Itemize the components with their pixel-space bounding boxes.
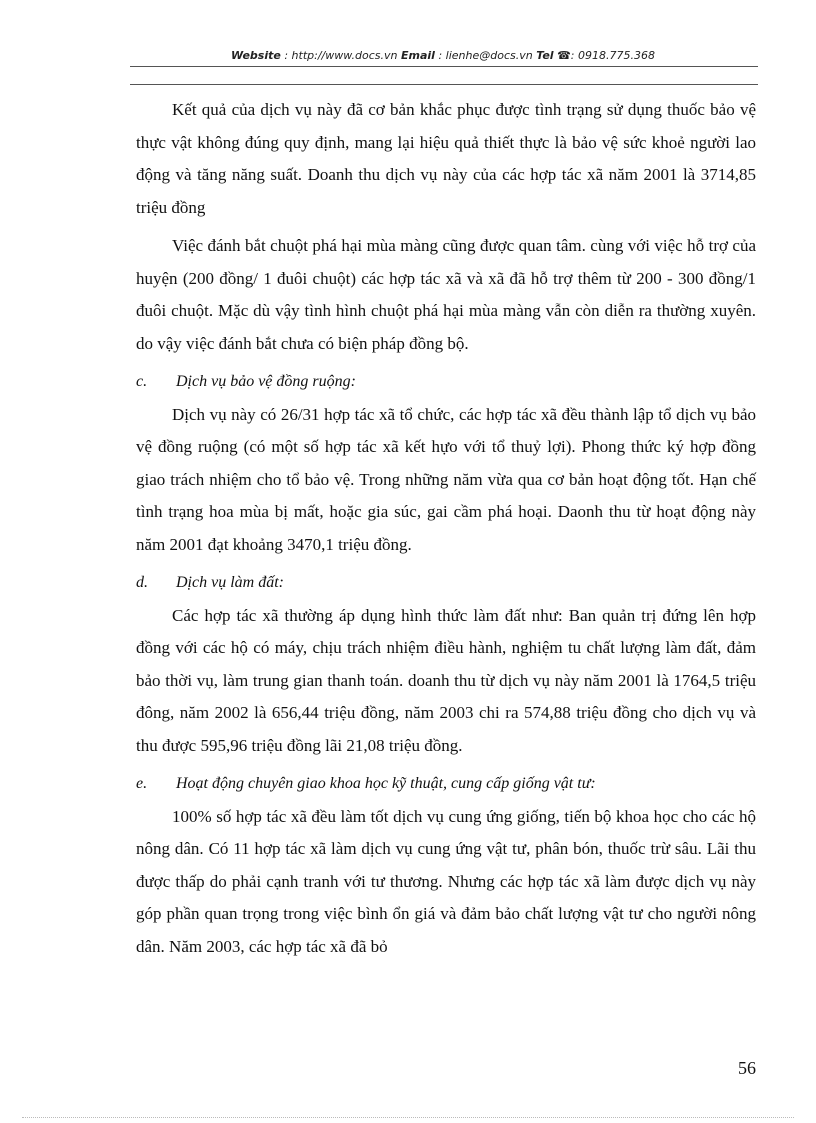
section-heading-e: [136, 768, 756, 801]
paragraph-1: Kết quả của dịch vụ này đã cơ bản khắc phục được tình trạng sử dụng thuốc bảo vệ thực vật không đúng quy định, mang lại hiệu quả thiết thực là bảo vệ sức khoẻ người lao động và tăng năng suất. Doanh thu dịch vụ này của các hợp tác xã năm 2001 là 3714,85 triệu đồng: [136, 100, 756, 217]
section-letter-c: c.: [136, 373, 148, 390]
email-value: : lienhe@docs.vn: [438, 49, 533, 62]
tel-value: : 0918.775.368: [570, 49, 655, 62]
paragraph-5: 100% số hợp tác xã đều làm tốt dịch vụ cung ứng giống, tiến bộ khoa học cho các hộ nông dân. Có 11 hợp tác xã làm dịch vụ cung ứng vật tư, phân bón, thuốc trừ sâu. Lãi thu được thấp do phải cạnh tranh với tư thương. Nhưng các hợp tác xã làm được dịch vụ này góp phần quan trọng trong việc bình ổn giá và đảm bảo chất lượng vật tư cho người nông dân. Năm 2003, các hợp tác xã đã bỏ: [136, 806, 756, 956]
header-rule-bottom: [130, 84, 758, 85]
phone-icon: ☎: [557, 49, 571, 62]
paragraph-2: Việc đánh bắt chuột phá hại mùa màng cũng được quan tâm. cùng với việc hỗ trợ của huyện (200 đồng/ 1 đuôi chuột) các hợp tác xã và xã đã hỗ trợ thêm từ 200 - 300 đồng/1 đuôi chuột. Mặc dù vậy tình hình chuột phá hại mùa màng vẫn còn diễn ra thường xuyên. do vậy việc đánh bắt chưa có biện pháp đồng bộ.: [136, 236, 756, 353]
paragraph-3: Dịch vụ này có 26/31 hợp tác xã tổ chức, các hợp tác xã đều thành lập tổ dịch vụ bảo vệ đồng ruộng (có một số hợp tác xã kết hựo với tổ thuỷ lợi). Phong thức ký hợp đồng giao trách nhiệm cho tổ bảo vệ. Trong những năm vừa qua cơ bản hoạt động tốt. Hạn chế tình trạng hoa mùa bị mất, hoặc gia súc, gai cầm phá hoại. Daonh thu từ hoạt động này năm 2001 đạt khoảng 3470,1 triệu đồng.: [136, 404, 756, 554]
page-header: [130, 49, 756, 62]
section-letter-d: d.: [136, 574, 148, 591]
section-title-e: Hoạt động chuyên giao khoa học kỹ thuật, cung cấp giống vật tư:: [176, 775, 596, 792]
website-value: : http://www.docs.vn: [284, 49, 398, 62]
page-number: 56: [738, 1058, 756, 1078]
document-body: [136, 94, 756, 969]
email-label: Email: [401, 49, 435, 62]
header-rule-top: [130, 66, 758, 67]
section-heading-d: [136, 567, 756, 600]
website-label: Website: [231, 49, 281, 62]
section-letter-e: e.: [136, 775, 148, 792]
paragraph-4: Các hợp tác xã thường áp dụng hình thức làm đất như: Ban quản trị đứng lên hợp đồng với các hộ có máy, chịu trách nhiệm điều hành, nghiệm tu chất lượng làm đất, đảm bảo thời vụ, làm trung gian thanh toán. doanh thu từ dịch vụ này năm 2001 là 1764,5 triệu đông, năm 2002 là 656,44 triệu đồng, năm 2003 chi ra 574,88 triệu đồng cho dịch vụ và thu được 595,96 triệu đồng lãi 21,08 triệu đồng.: [136, 605, 756, 755]
section-heading-c: [136, 366, 756, 399]
section-title-c: Dịch vụ bảo vệ đồng ruộng:: [176, 373, 356, 390]
footer-divider: [22, 1117, 794, 1118]
section-title-d: Dịch vụ làm đất:: [176, 574, 284, 591]
tel-label: Tel: [536, 49, 554, 62]
